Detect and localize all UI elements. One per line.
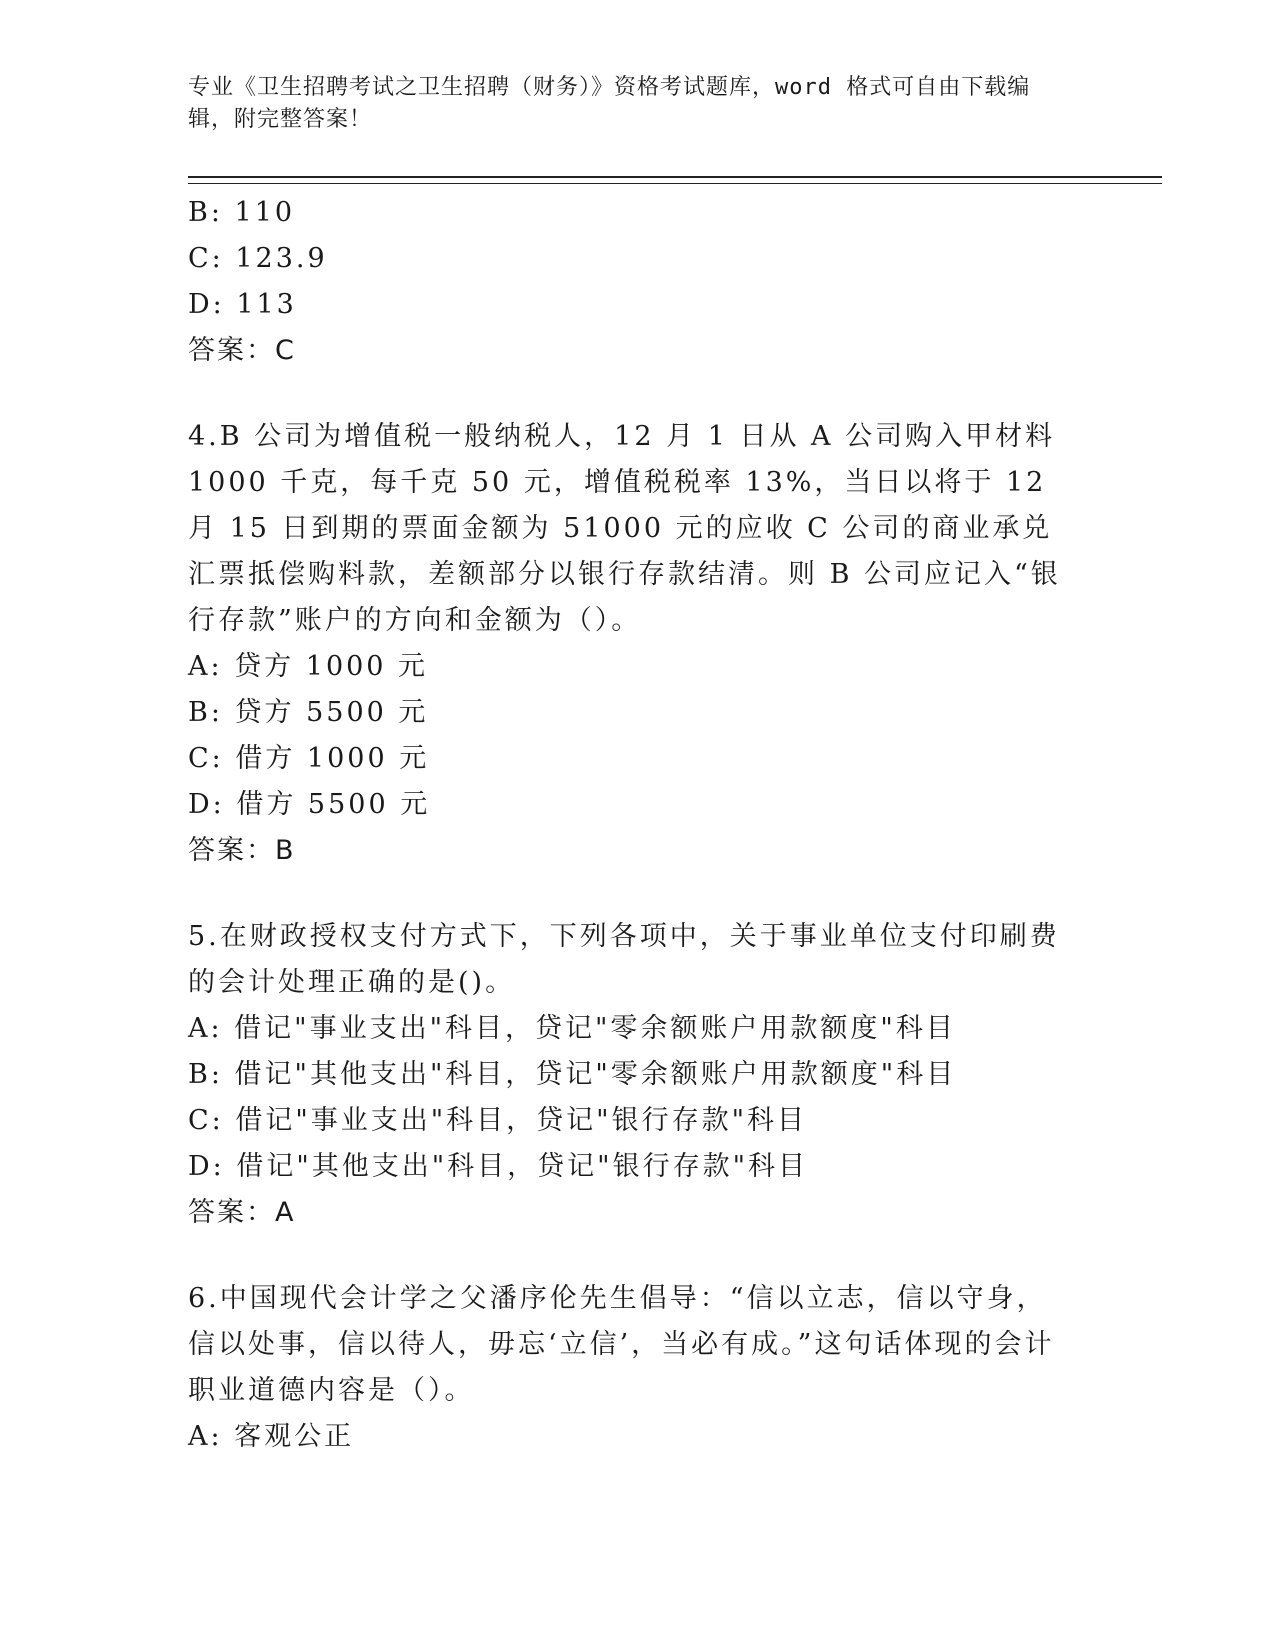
question-6 [188, 1276, 1088, 1460]
answer-text: 答案：C [188, 335, 296, 366]
answer-text: 答案：A [188, 1197, 296, 1228]
question-stem: 5.在财政授权支付方式下，下列各项中，关于事业单位支付印刷费的会计处理正确的是()。 [188, 921, 1060, 998]
question-3-continuation [188, 190, 1088, 374]
option-a: A: 客观公正 [188, 1421, 355, 1452]
question-5 [188, 914, 1088, 1236]
option-d: D: 借记"其他支出"科目，贷记"银行存款"科目 [188, 1151, 809, 1182]
option-b: B: 110 [188, 197, 296, 228]
option-b: B: 借记"其他支出"科目，贷记"零余额账户用款额度"科目 [188, 1059, 957, 1090]
document-header: 专业《卫生招聘考试之卫生招聘（财务）》资格考试题库，word 格式可自由下载编辑，附完整答案！ [188, 75, 1031, 132]
option-c: C: 借记"事业支出"科目，贷记"银行存款"科目 [188, 1105, 808, 1136]
question-stem: 4.B 公司为增值税一般纳税人，12 月 1 日从 A 公司购入甲材料 1000 千克，每千克 50 元，增值税税率 13%，当日以将于 12 月 15 日到期的票面金额为 51000 元的应收 C 公司的商业承兑汇票抵偿购料款，差额部分以银行存款结清。则 B 公司应记入“银行存款”账户的方向和金额为（）。 [188, 421, 1061, 636]
option-d: D: 113 [188, 289, 297, 320]
option-a: A: 借记"事业支出"科目，贷记"零余额账户用款额度"科目 [188, 1013, 956, 1044]
header-divider-thin [188, 183, 1162, 184]
header-divider [188, 176, 1162, 178]
question-4 [188, 414, 1088, 874]
question-list [188, 190, 1088, 1460]
option-c: C: 123.9 [188, 243, 328, 274]
option-a: A: 贷方 1000 元 [188, 651, 429, 682]
question-stem: 6.中国现代会计学之父潘序伦先生倡导：“信以立志，信以守身，信以处事，信以待人，毋忘‘立信’，当必有成。”这句话体现的会计职业道德内容是（）。 [188, 1283, 1055, 1406]
answer-text: 答案：B [188, 835, 296, 866]
option-c: C: 借方 1000 元 [188, 743, 430, 774]
option-b: B: 贷方 5500 元 [188, 697, 429, 728]
option-d: D: 借方 5500 元 [188, 789, 431, 820]
